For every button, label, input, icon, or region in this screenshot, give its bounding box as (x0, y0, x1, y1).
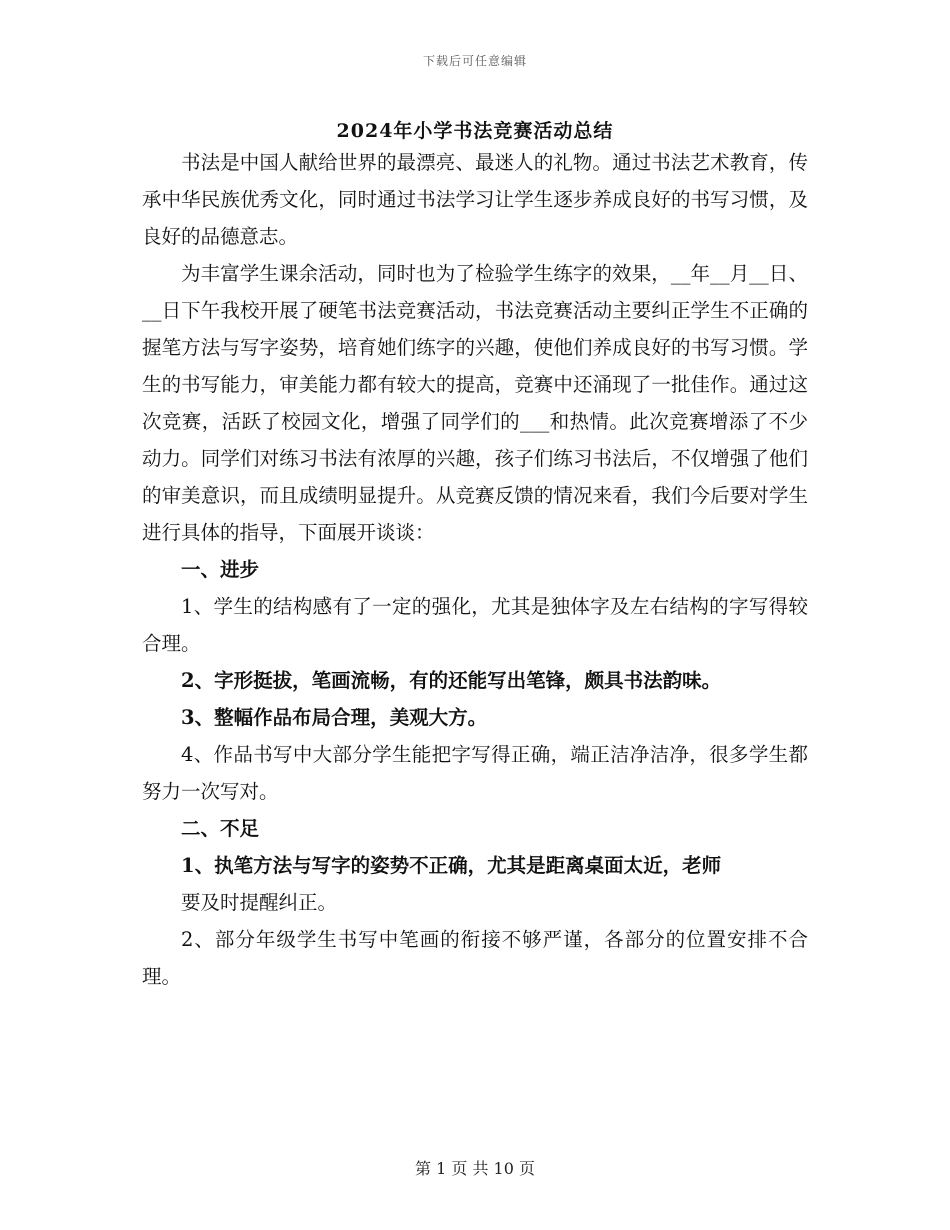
paragraph-activity: 为丰富学生课余活动，同时也为了检验学生练字的效果，__年__月__日、__日下午我校开展了硬笔书法竞赛活动，书法竞赛活动主要纠正学生不正确的握笔方法与写字姿势，培育她们练字的兴趣，使他们养成良好的书写习惯。学生的书写能力，审美能力都有较大的提高，竞赛中还涌现了一批佳作。通过这次竞赛，活跃了校园文化，增强了同学们的___和热情。此次竞赛增添了不少动力。同学们对练习书法有浓厚的兴趣，孩子们练习书法后，不仅增强了他们的审美意识，而且成绩明显提升。从竞赛反馈的情况来看，我们今后要对学生进行具体的指导，下面展开谈谈： (142, 262, 808, 544)
document-title: 2024年小学书法竞赛活动总结 (336, 120, 614, 142)
document-body (142, 144, 808, 995)
shortcoming-item-2: 2、部分年级学生书写中笔画的衔接不够严谨，各部分的位置安排不合理。 (142, 928, 808, 988)
section-heading-progress: 一、进步 (181, 558, 260, 581)
progress-item-4: 4、作品书写中大部分学生能把字写得正确，端正洁净洁净，很多学生都努力一次写对。 (142, 743, 808, 803)
progress-item-3: 3、整幅作品布局合理，美观大方。 (181, 706, 488, 729)
page-number: 第 1 页 共 10 页 (415, 1159, 535, 1178)
header-note: 下载后可任意编辑 (422, 54, 527, 68)
section-heading-shortcomings: 二、不足 (181, 817, 260, 840)
progress-item-1: 1、学生的结构感有了一定的强化，尤其是独体字及左右结构的字写得较合理。 (142, 595, 808, 655)
shortcoming-item-1-line-1: 1、执笔方法与写字的姿势不正确，尤其是距离桌面太近，老师 (181, 854, 722, 877)
shortcoming-item-1-line-2: 要及时提醒纠正。 (181, 891, 338, 914)
progress-item-2: 2、字形挺拔，笔画流畅，有的还能写出笔锋，颇具书法韵味。 (181, 669, 722, 692)
paragraph-intro: 书法是中国人献给世界的最漂亮、最迷人的礼物。通过书法艺术教育，传承中华民族优秀文化，同时通过书法学习让学生逐步养成良好的书写习惯，及良好的品德意志。 (142, 151, 808, 248)
